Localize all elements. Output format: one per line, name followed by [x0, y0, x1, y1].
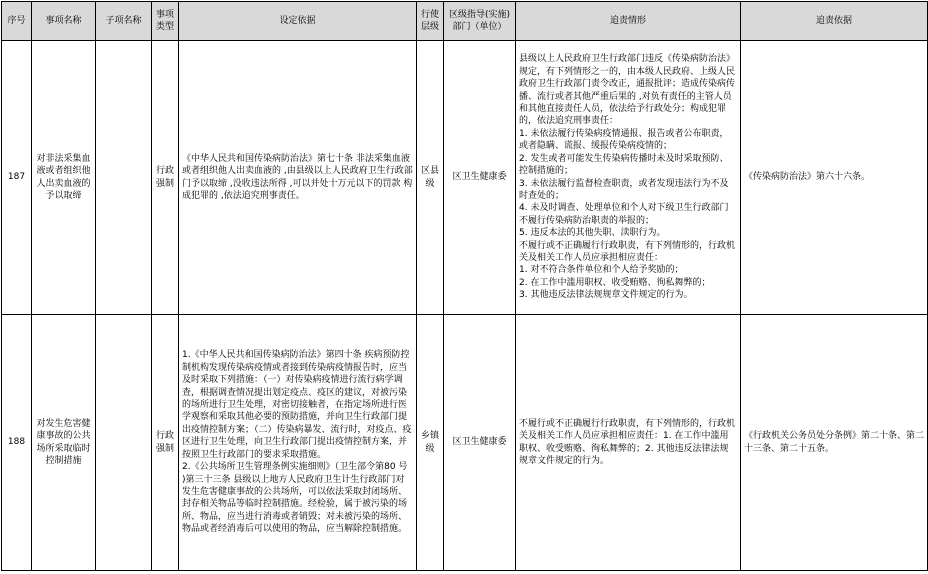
- row-item-type: 行政强制: [152, 41, 179, 315]
- header-basis: 设定依据: [179, 2, 417, 41]
- row-item-name: 对非法采集血液或者组织他人出卖血液的予以取缔: [32, 41, 96, 315]
- case-line: 不履行或不正确履行行政职责，有下列情形的，行政机关及相关工作人员应承担相应责任：: [519, 240, 736, 263]
- row-department: 区卫生健康委: [444, 315, 516, 571]
- basis-paragraph: 1.《中华人民共和国传染病防治法》第四十条 疾病预防控制机构发现传染病疫情或者接到传染病疫情报告时，应当及时采取下列措施：（一）对传染病疫情进行流行病学调查，根据调查情况提出划定疫点、疫区的建议，对被污染的场所进行卫生处理，对密切接触者，在指定场所进行医学观察和采取其他必要的预防措施，并向卫生行政部门提出疫情控制方案；（二）传染病暴发、流行时，对疫点、疫区进行卫生处理，向卫生行政部门提出疫情控制方案，并按照卫生行政部门的要求采取措施。: [182, 350, 412, 460]
- row-item-name: 对发生危害健康事故的公共场所采取临时控制措施: [32, 315, 96, 571]
- case-line: 5. 违反本法的其他失职、渎职行为。: [519, 228, 666, 239]
- header-seq: 序号: [2, 2, 32, 41]
- case-line: 2. 发生或者可能发生传染病传播时未及时采取预防、控制措施的；: [519, 153, 729, 177]
- header-item-name: 事项名称: [32, 2, 96, 41]
- table-row: [2, 41, 928, 315]
- case-line: 2. 在工作中滥用职权、收受贿赂、徇私舞弊的；: [519, 277, 711, 288]
- header-accountability-cases: 追责情形: [516, 2, 741, 41]
- row-sub-item-name: [96, 315, 152, 571]
- row-level: 区县级: [417, 41, 444, 315]
- row-sub-item-name: [96, 41, 152, 315]
- header-accountability-basis: 追责依据: [741, 2, 928, 41]
- case-line: 1. 对不符合条件单位和个人给予奖励的；: [519, 265, 684, 276]
- table-row: [2, 315, 928, 571]
- case-line: 1. 未依法履行传染病疫情通报、报告或者公布职责，或者隐瞒、谎报、缓报传染病疫情的；: [519, 128, 729, 152]
- header-item-type: 事项类型: [152, 2, 179, 41]
- case-line: 3. 未依法履行监督检查职责，或者发现违法行为不及时查处的；: [519, 178, 729, 201]
- case-line: 3. 其他违反法律法规规章文件规定的行为。: [519, 290, 693, 301]
- row-basis: 《中华人民共和国传染病防治法》第七十条 非法采集血液或者组织他人出卖血液的 ,由县级以上人民政府卫生行政部门予以取缔 ,没收违法所得 ,可以并处十万元以下的罚款 构成犯罪的 ,依法追究刑事责任。: [179, 41, 417, 315]
- accountability-table: [1, 1, 928, 571]
- row-item-type: 行政强制: [152, 315, 179, 571]
- row-accountability-basis: 《传染病防治法》第六十六条。: [741, 41, 928, 315]
- row-accountability-cases: [516, 41, 741, 315]
- header-level: 行使层级: [417, 2, 444, 41]
- row-seq: 187: [2, 41, 32, 315]
- case-line: 县级以上人民政府卫生行政部门违反《传染病防治法》规定，有下列情形之一的，由本级人民政府、上级人民政府卫生行政部门责令改正，通报批评；造成传染病传播、流行或者其他严重后果的 ,对负有责任的主管人员和其他直接责任人员，依法给予行政处分；构成犯罪的，依法追究刑事责任：: [519, 54, 736, 127]
- basis-paragraph: 2.《公共场所卫生管理条例实施细则》（卫生部令第80 号 )第三十三条 县级以上地方人民政府卫生计生行政部门对发生危害健康事故的公共场所，可以依法采取封闭场所、封存相关物品等临时控制措施。经检验，属于被污染的场所、物品，应当进行消毒或者销毁；对未被污染的场所、物品或者经消毒后可以使用的物品，应当解除控制措施。: [182, 462, 408, 535]
- row-basis: [179, 315, 417, 571]
- row-accountability-basis: 《行政机关公务员处分条例》第二十条、第二十三条、第二十五条。: [741, 315, 928, 571]
- header-row: [2, 2, 928, 41]
- case-line: 4. 未及时调查、处理单位和个人对下级卫生行政部门不履行传染病防治职责的举报的；: [519, 203, 729, 226]
- header-department: 区级指导(实施)部门（单位）: [444, 2, 516, 41]
- row-level: 乡镇级: [417, 315, 444, 571]
- row-department: 区卫生健康委: [444, 41, 516, 315]
- header-sub-item-name: 子项名称: [96, 2, 152, 41]
- row-seq: 188: [2, 315, 32, 571]
- row-accountability-cases: 不履行或不正确履行行政职责，有下列情形的，行政机关及相关工作人员应承担相应责任：1. 在工作中滥用职权、收受贿赂、徇私舞弊的；2. 其他违反法律法规规章文件规定的行为。: [516, 315, 741, 571]
